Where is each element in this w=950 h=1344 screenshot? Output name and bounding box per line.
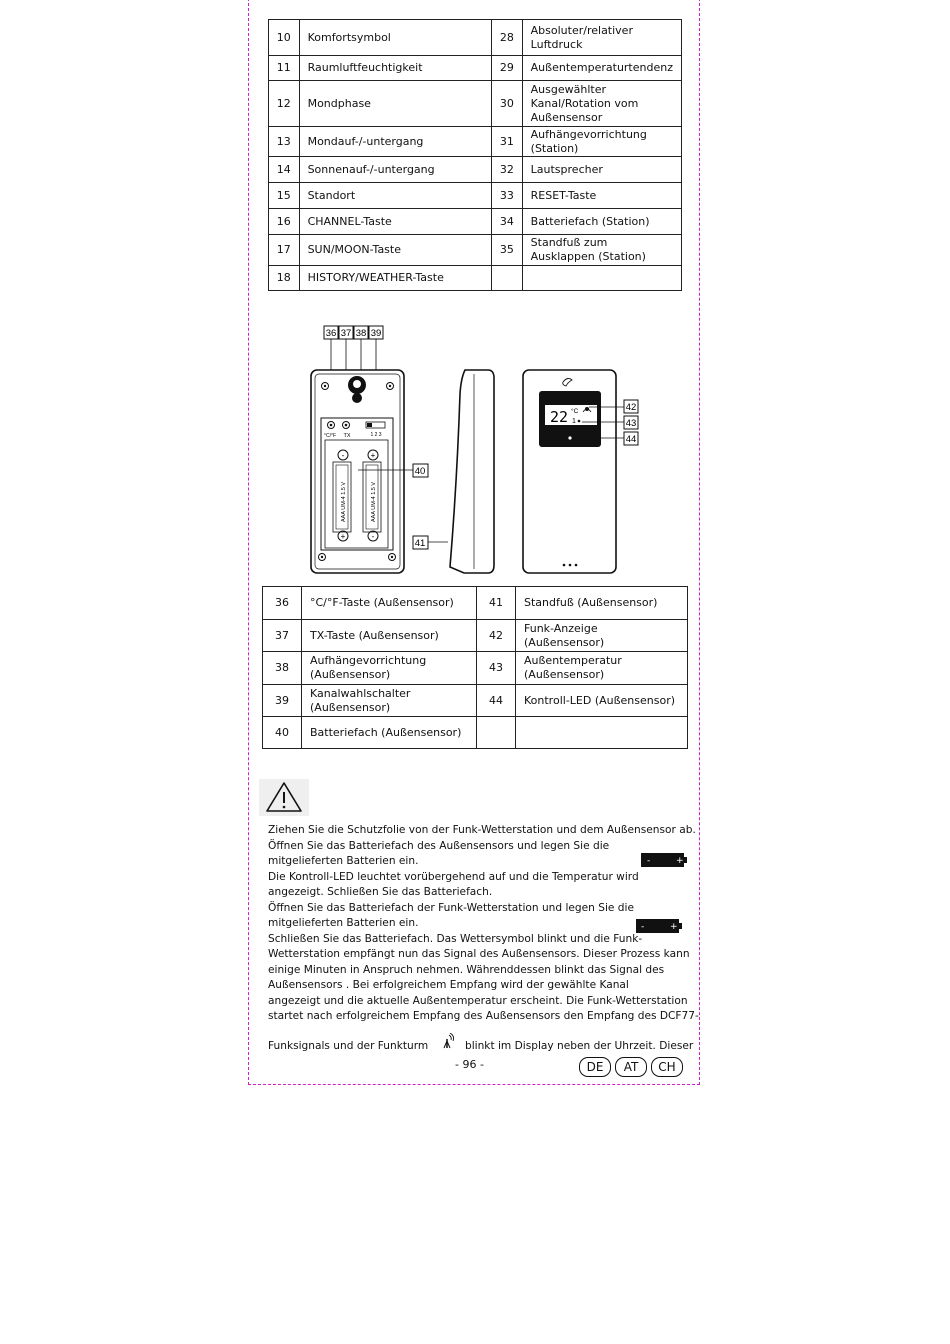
item-number: 36 — [263, 587, 302, 620]
item-description: Kanalwahlschalter (Außensensor) — [302, 685, 477, 717]
table-row — [269, 157, 682, 183]
item-description: Ausgewählter Kanal/Rotation vom Außensensor — [522, 81, 681, 127]
text-line: mitgelieferten Batterien ein. — [268, 917, 419, 929]
text-line: Außensensors . Bei erfolgreichem Empfang wird der gewählte Kanal — [268, 979, 629, 991]
item-description: TX-Taste (Außensensor) — [302, 620, 477, 652]
item-number: 18 — [269, 266, 300, 291]
svg-text:AAA UM-4 1.5 V: AAA UM-4 1.5 V — [371, 481, 377, 522]
parts-table-2 — [262, 586, 688, 749]
item-number: 10 — [269, 20, 300, 56]
table-row — [263, 620, 688, 652]
svg-text:-: - — [371, 532, 375, 541]
svg-text:TX: TX — [343, 433, 351, 439]
text-line: Schließen Sie das Batteriefach. Das Wettersymbol blinkt und die Funk- — [268, 932, 643, 945]
callout-37: 37 — [340, 328, 352, 339]
callout-40: 40 — [414, 466, 426, 477]
display-temperature: 22 — [550, 408, 569, 426]
item-number: 29 — [492, 56, 523, 81]
item-description: CHANNEL-Taste — [299, 209, 491, 235]
item-number: 28 — [492, 20, 523, 56]
svg-text:-: - — [647, 856, 651, 866]
table-row — [263, 652, 688, 685]
outdoor-sensor-diagram — [300, 322, 650, 578]
callout-41: 41 — [414, 538, 426, 549]
country-badge-de: DE — [579, 1057, 611, 1077]
item-number: 34 — [492, 209, 523, 235]
table-row — [269, 127, 682, 157]
country-badge-ch: CH — [651, 1057, 683, 1077]
country-badge-at: AT — [615, 1057, 647, 1077]
battery-icon — [636, 918, 682, 938]
item-description: Komfortsymbol — [299, 20, 491, 56]
text-line: Funksignals und der Funkturm blinkt im Display neben der Uhrzeit. Dieser — [268, 1033, 678, 1055]
item-number: 12 — [269, 81, 300, 127]
item-description: RESET-Taste — [522, 183, 681, 209]
text-line: einige Minuten in Anspruch nehmen. Währenddessen blinkt das Signal des — [268, 963, 665, 976]
svg-text:°C/°F: °C/°F — [323, 433, 337, 439]
callout-38: 38 — [355, 328, 367, 339]
table-row — [269, 81, 682, 127]
item-description: Mondauf-/-untergang — [299, 127, 491, 157]
text-line: Die Kontroll-LED leuchtet vorübergehend auf und die Temperatur wird — [268, 870, 639, 883]
item-number: 41 — [477, 587, 516, 620]
text-line: Öffnen Sie das Batteriefach des Außensensors und legen Sie die — [268, 839, 610, 852]
callout-43: 43 — [625, 418, 637, 429]
item-description: Lautsprecher — [522, 157, 681, 183]
item-description: Raumluftfeuchtigkeit — [299, 56, 491, 81]
battery-left — [333, 450, 351, 541]
svg-text:1 2 3: 1 2 3 — [370, 432, 382, 438]
svg-text:+: + — [670, 922, 678, 932]
item-number: 11 — [269, 56, 300, 81]
text-line: startet nach erfolgreichem Empfang des Außensensors den Empfang des DCF77- — [268, 1010, 699, 1022]
item-description: Aufhängevorrichtung (Außensensor) — [302, 652, 477, 685]
table-row — [269, 209, 682, 235]
svg-text:AAA UM-4 1.5 V: AAA UM-4 1.5 V — [341, 481, 347, 522]
item-number: 33 — [492, 183, 523, 209]
item-number: 14 — [269, 157, 300, 183]
battery-right — [363, 450, 381, 541]
table-row — [269, 183, 682, 209]
item-number: 32 — [492, 157, 523, 183]
callout-44: 44 — [625, 434, 637, 445]
item-description: Standfuß zum Ausklappen (Station) — [522, 235, 681, 266]
text-line: angezeigt. Schließen Sie das Batteriefach. — [268, 886, 493, 898]
table-row — [269, 20, 682, 56]
svg-text:-: - — [641, 922, 645, 932]
text-line: Ziehen Sie die Schutzfolie von der Funk-Wetterstation und dem Außensensor ab. — [268, 824, 696, 836]
item-description: Mondphase — [299, 81, 491, 127]
svg-text:+: + — [676, 856, 684, 866]
callout-42: 42 — [625, 402, 637, 413]
item-description: HISTORY/WEATHER-Taste — [299, 266, 491, 291]
item-description: Außentemperaturtendenz — [522, 56, 681, 81]
item-description: SUN/MOON-Taste — [299, 235, 491, 266]
text-line: angezeigt und die aktuelle Außentemperatur erscheint. Die Funk-Wetterstation — [268, 994, 688, 1007]
svg-text:°C: °C — [571, 408, 579, 415]
table-row — [269, 235, 682, 266]
radio-tower-icon — [432, 1033, 462, 1055]
parts-table-1 — [268, 19, 682, 291]
warning-triangle-icon — [259, 779, 309, 816]
item-number: 16 — [269, 209, 300, 235]
item-number: 38 — [263, 652, 302, 685]
svg-text:-: - — [341, 451, 345, 460]
svg-text:1: 1 — [572, 418, 576, 425]
callout-36: 36 — [325, 328, 337, 339]
item-description: Batteriefach (Station) — [522, 209, 681, 235]
svg-text:+: + — [370, 451, 376, 460]
table-row — [263, 717, 688, 749]
item-description — [522, 266, 681, 291]
text-line: mitgelieferten Batterien ein. — [268, 855, 419, 867]
sensor-back-view — [311, 370, 428, 573]
text-line: Öffnen Sie das Batteriefach der Funk-Wetterstation und legen Sie die — [268, 901, 634, 914]
item-number: 30 — [492, 81, 523, 127]
table-row — [263, 685, 688, 717]
item-number — [477, 717, 516, 749]
item-number: 40 — [263, 717, 302, 749]
item-description — [516, 717, 688, 749]
item-number: 17 — [269, 235, 300, 266]
item-description: Kontroll-LED (Außensensor) — [516, 685, 688, 717]
item-description: Batteriefach (Außensensor) — [302, 717, 477, 749]
item-description: Funk-Anzeige (Außensensor) — [516, 620, 688, 652]
item-description: Standfuß (Außensensor) — [516, 587, 688, 620]
text-line: Wetterstation empfängt nun das Signal des Außensensors. Dieser Prozess kann — [268, 948, 690, 960]
item-number — [492, 266, 523, 291]
warning-box — [259, 779, 309, 816]
page-number: - 96 - — [455, 1058, 484, 1071]
item-number: 31 — [492, 127, 523, 157]
item-number: 35 — [492, 235, 523, 266]
instruction-text — [268, 823, 699, 1054]
svg-text:+: + — [340, 532, 346, 541]
item-number: 39 — [263, 685, 302, 717]
table-row — [269, 56, 682, 81]
item-number: 15 — [269, 183, 300, 209]
item-description: Standort — [299, 183, 491, 209]
sensor-front-view — [523, 370, 638, 573]
item-description: Absoluter/relativer Luftdruck — [522, 20, 681, 56]
item-number: 37 — [263, 620, 302, 652]
item-number: 13 — [269, 127, 300, 157]
item-description: Sonnenauf-/-untergang — [299, 157, 491, 183]
callout-39: 39 — [370, 328, 382, 339]
item-number: 43 — [477, 652, 516, 685]
table-row — [263, 587, 688, 620]
battery-icon — [641, 852, 687, 872]
item-number: 44 — [477, 685, 516, 717]
table-row — [269, 266, 682, 291]
item-description: Aufhängevorrichtung (Station) — [522, 127, 681, 157]
item-description: Außentemperatur (Außensensor) — [516, 652, 688, 685]
item-number: 42 — [477, 620, 516, 652]
item-description: °C/°F-Taste (Außensensor) — [302, 587, 477, 620]
